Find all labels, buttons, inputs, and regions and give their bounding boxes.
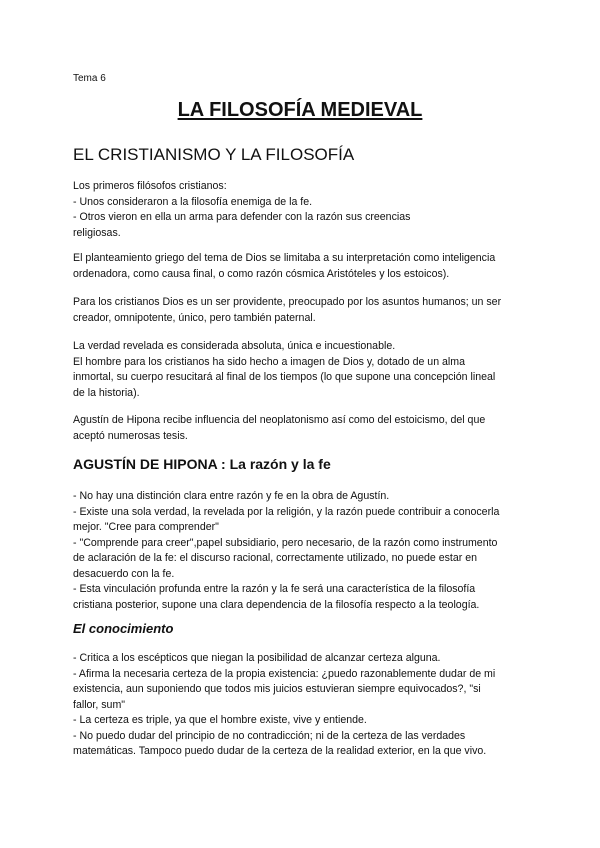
- list-item: de aclaración de la fe: el discurso racional, correctamente utilizado, no puede estar en: [73, 552, 477, 564]
- list-item: cristiana posterior, supone una clara dependencia de la filosofía respecto a la teología.: [73, 598, 480, 611]
- text-line: ordenadora, como causa final, o como razón cósmica Aristóteles y los estoicos).: [73, 267, 450, 280]
- section-heading-razon-fe: AGUSTÍN DE HIPONA : La razón y la fe: [73, 456, 331, 472]
- list-item: - Critica a los escépticos que niegan la posibilidad de alcanzar certeza alguna.: [73, 652, 441, 664]
- text-line: El planteamiento griego del tema de Dios se limitaba a su interpretación como inteligencia: [73, 252, 496, 264]
- text-line: aceptó numerosas tesis.: [73, 429, 188, 442]
- topic-label: Tema 6: [73, 73, 106, 84]
- list-item: - No puedo dudar del principio de no contradicción; ni de la certeza de las verdades: [73, 729, 466, 742]
- list-item: - Existe una sola verdad, la revelada por la religión, y la razón puede contribuir a conocerla: [73, 505, 500, 518]
- text-line: religiosas.: [73, 226, 121, 239]
- list-item: mejor. "Cree para comprender": [73, 521, 219, 533]
- list-item: fallor, sum": [73, 698, 126, 711]
- text-line: creador, omnipotente, único, pero también paternal.: [73, 311, 316, 324]
- list-razon-fe: [73, 489, 533, 613]
- list-item: existencia, aun suponiendo que todos mis juicios estuvieran siempre equivocados?, "si: [73, 683, 481, 695]
- section-heading-conocimiento: El conocimiento: [73, 621, 174, 636]
- page-title: LA FILOSOFÍA MEDIEVAL: [177, 99, 423, 121]
- list-item: - Afirma la necesaria certeza de la propia existencia: ¿puedo razonablemente dudar de mi: [73, 667, 496, 680]
- list-item: - "Comprende para creer",papel subsidiario, pero necesario, de la razón como instrumento: [73, 536, 498, 549]
- list-conocimiento: [73, 651, 533, 760]
- list-item: - Esta vinculación profunda entre la razón y la fe será una característica de la filosofía: [73, 583, 476, 595]
- text-line: - Unos consideraron a la filosofía enemiga de la fe.: [73, 195, 313, 208]
- text-line: Para los cristianos Dios es un ser providente, preocupado por los asuntos humanos; un ser: [73, 296, 502, 308]
- list-item: - No hay una distinción clara entre razón y fe en la obra de Agustín.: [73, 490, 390, 502]
- text-line: inmortal, su cuerpo resucitará al final de los tiempos (lo que supone una concepción lineal: [73, 371, 496, 383]
- paragraph-primeros-filosofos: [73, 179, 533, 241]
- paragraph-verdad-revelada: [73, 339, 533, 401]
- list-item: - La certeza es triple, ya que el hombre existe, vive y entiende.: [73, 714, 367, 726]
- list-item: matemáticas. Tampoco puedo dudar de la certeza de la realidad exterior, en la que vivo.: [73, 745, 487, 757]
- paragraph-dios-cristianos: [73, 295, 533, 326]
- text-line: de la historia).: [73, 386, 140, 399]
- text-line: La verdad revelada es considerada absoluta, única e incuestionable.: [73, 340, 396, 352]
- list-item: desacuerdo con la fe.: [73, 567, 175, 580]
- text-line: El hombre para los cristianos ha sido hecho a imagen de Dios y, dotado de un alma: [73, 355, 465, 368]
- text-line: Agustín de Hipona recibe influencia del neoplatonismo así como del estoicismo, del que: [73, 414, 486, 426]
- text-line: - Otros vieron en ella un arma para defender con la razón sus creencias: [73, 211, 411, 223]
- text-line: Los primeros filósofos cristianos:: [73, 180, 227, 192]
- paragraph-planteamiento-griego: [73, 251, 533, 282]
- paragraph-agustin-influencia: [73, 413, 533, 444]
- section-heading-cristianismo: EL CRISTIANISMO Y LA FILOSOFÍA: [73, 145, 355, 164]
